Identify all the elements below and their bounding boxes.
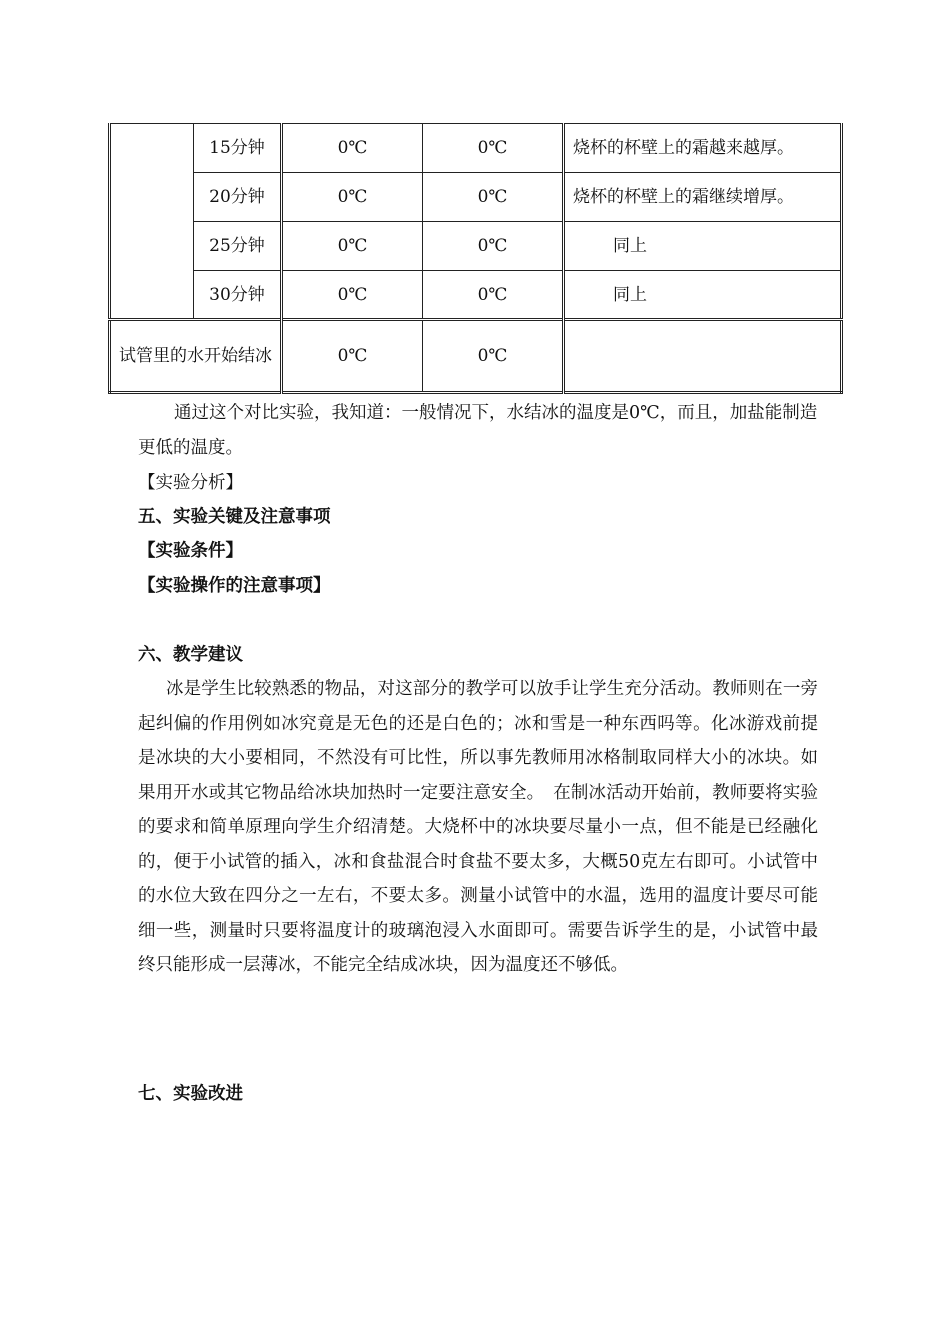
teaching-suggestion-paragraph: 冰是学生比较熟悉的物品，对这部分的教学可以放手让学生充分活动。教师则在一旁起纠偏的作用例如冰究竟是无色的还是白色的；冰和雪是一种东西吗等。化冰游戏前提是冰块的大小要相同，不然没有可比性，所以事先教师用冰格制取同样大小的冰块。如果用开水或其它物品给冰块加热时一定要注意安全。 在制冰活动开始前，教师要将实验的要求和简单原理向学生介绍清楚。大烧杯中的冰块要尽量小一点，但不能是已经融化的，便于小试管的插入，冰和食盐混合时食盐不要太多，大概50克左右即可。小试管中的水位大致在四分之一左右，不要太多。测量小试管中的水温，选用的温度计要尽可能细一些，测量时只要将温度计的玻璃泡浸入水面即可。需要告诉学生的是，小试管中最终只能形成一层薄冰，不能完全结成冰块，因为温度还不够低。: [138, 679, 818, 975]
operations-heading: 【实验操作的注意事项】: [138, 576, 331, 596]
time-cell: 30分钟: [194, 271, 282, 320]
temp-cell-a: 0℃: [282, 173, 423, 222]
temp-cell-b: 0℃: [423, 320, 564, 393]
temp-cell-a: 0℃: [282, 271, 423, 320]
note-cell: 烧杯的杯壁上的霜继续增厚。: [564, 173, 842, 222]
note-cell: 同上: [564, 222, 842, 271]
time-cell: 15分钟: [194, 124, 282, 173]
note-cell: [564, 320, 842, 393]
merged-blank-cell: [110, 124, 194, 320]
temp-cell-b: 0℃: [423, 222, 564, 271]
time-cell: 25分钟: [194, 222, 282, 271]
section-six-heading: 六、教学建议: [138, 645, 243, 665]
table-row-freezing: [110, 320, 842, 393]
section-five-heading: 五、实验关键及注意事项: [138, 507, 331, 527]
temp-cell-a: 0℃: [282, 222, 423, 271]
temp-cell-b: 0℃: [423, 271, 564, 320]
section-seven-heading: 七、实验改进: [138, 1084, 243, 1104]
time-cell: 20分钟: [194, 173, 282, 222]
note-cell: 同上: [564, 271, 842, 320]
table-row: [110, 271, 842, 320]
temp-cell-b: 0℃: [423, 173, 564, 222]
table-row: [110, 124, 842, 173]
temp-cell-a: 0℃: [282, 320, 423, 393]
temp-cell-a: 0℃: [282, 124, 423, 173]
table-row: [110, 222, 842, 271]
temp-cell-b: 0℃: [423, 124, 564, 173]
table-row: [110, 173, 842, 222]
conclusion-paragraph: 通过这个对比实验，我知道：一般情况下，水结冰的温度是0℃，而且，加盐能制造更低的温度。: [138, 403, 818, 458]
experiment-record-table: [108, 123, 843, 394]
note-cell: 烧杯的杯壁上的霜越来越厚。: [564, 124, 842, 173]
analysis-heading: 【实验分析】: [138, 473, 243, 493]
conditions-heading: 【实验条件】: [138, 541, 243, 561]
freezing-label-cell: 试管里的水开始结冰: [110, 320, 282, 393]
